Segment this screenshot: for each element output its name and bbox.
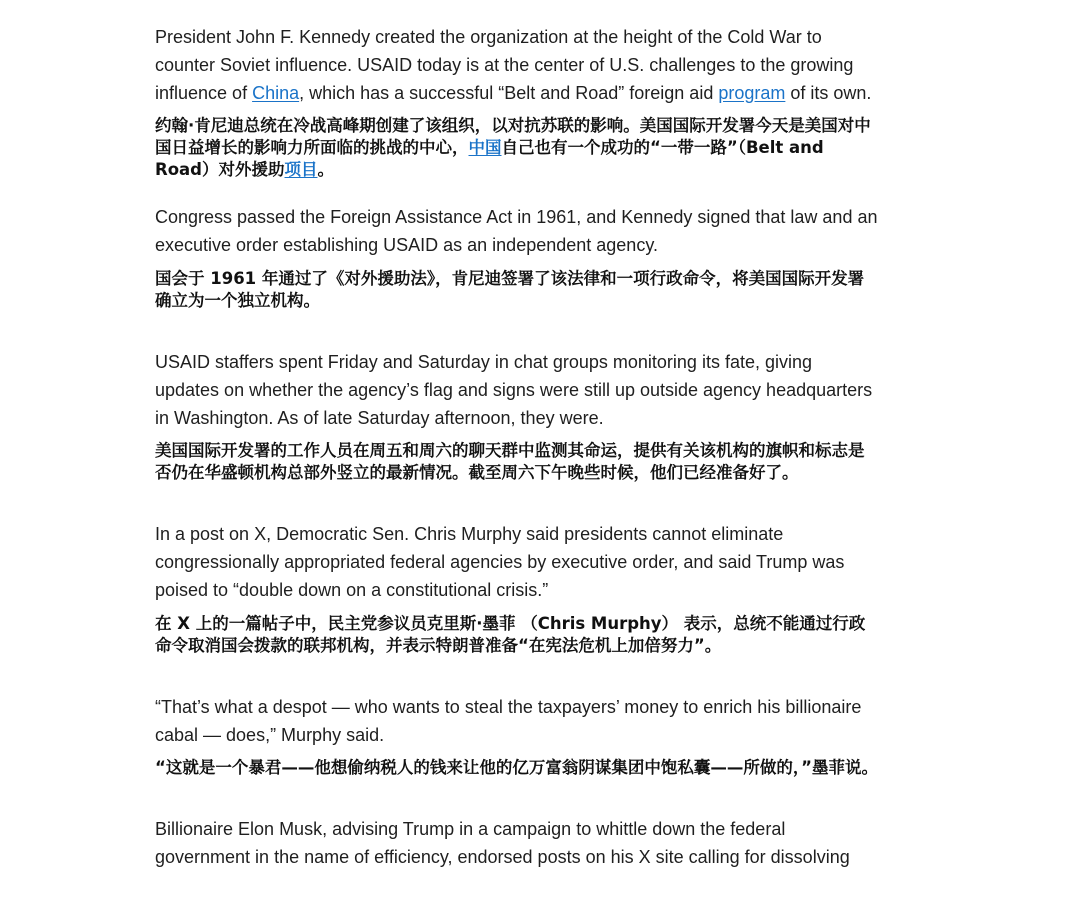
paragraph-english: Billionaire Elon Musk, advising Trump in a campaign to whittle down the federal government in the name of efficiency, endorsed posts on his X site calling for dissolving	[155, 819, 850, 868]
paragraph-spacer	[155, 657, 879, 694]
text-segment: 约翰·肯尼迪总统在冷战高峰期创建了该组织，以对抗苏联的影响。美国国际开发署今天是美国对中国日益增长的影响力所面临的挑战的中心，	[155, 116, 871, 158]
paragraph-english: Congress passed the Foreign Assistance Act in 1961, and Kennedy signed that law and an executive order establishing USAID as an independent agency.	[155, 207, 878, 256]
paragraph-spacer	[155, 312, 879, 349]
paragraph-english: USAID staffers spent Friday and Saturday in chat groups monitoring its fate, giving updates on whether the agency’s flag and signs were still up outside agency headquarters in Washington. As of late Saturday afternoon, they were.	[155, 351, 873, 428]
paragraph-english: “That’s what a despot — who wants to steal the taxpayers’ money to enrich his billionaire cabal — does,” Murphy said.	[155, 696, 862, 745]
paragraph-spacer	[155, 779, 879, 816]
paragraph-spacer	[155, 484, 879, 521]
text-segment: , which has a successful “Belt and Road” foreign aid	[299, 82, 719, 103]
paragraph-spacer	[155, 181, 879, 204]
paragraph-english	[155, 24, 879, 107]
china-link[interactable]: China	[252, 82, 300, 103]
china-link-zh[interactable]: 中国	[468, 138, 502, 158]
paragraph-english: In a post on X, Democratic Sen. Chris Murphy said presidents cannot eliminate congressionally appropriated federal agencies by executive order, and said Trump was poised to “double down on a constitutional crisis.”	[155, 524, 845, 600]
paragraph-chinese: “这就是一个暴君——他想偷纳税人的钱来让他的亿万富翁阴谋集团中饱私囊——所做的，”墨菲说。	[155, 758, 878, 778]
program-link[interactable]: program	[718, 82, 786, 103]
program-link-zh[interactable]: 项目	[284, 160, 318, 180]
article-body	[155, 24, 879, 872]
text-segment: 自己也有一个成功的“一带一路”（Belt and Road）对外援助	[155, 138, 824, 180]
text-segment: President John F. Kennedy created the organization at the height of the Cold War to counter Soviet influence. USAID today is at the center of U.S. challenges to the growing influence of	[155, 27, 854, 103]
text-segment: 。	[317, 160, 334, 180]
text-segment: of its own.	[785, 82, 872, 103]
paragraph-chinese: 在 X 上的一篇帖子中，民主党参议员克里斯·墨菲 （Chris Murphy） 表示，总统不能通过行政命令取消国会拨款的联邦机构，并表示特朗普准备“在宪法危机上加倍努力”。	[155, 613, 866, 655]
paragraph-chinese: 美国国际开发署的工作人员在周五和周六的聊天群中监测其命运，提供有关该机构的旗帜和标志是否仍在华盛顿机构总部外竖立的最新情况。截至周六下午晚些时候，他们已经准备好了。	[155, 441, 865, 483]
paragraph-chinese	[155, 115, 879, 181]
paragraph-chinese: 国会于 1961 年通过了《对外援助法》，肯尼迪签署了该法律和一项行政命令，将美国国际开发署确立为一个独立机构。	[155, 268, 865, 310]
